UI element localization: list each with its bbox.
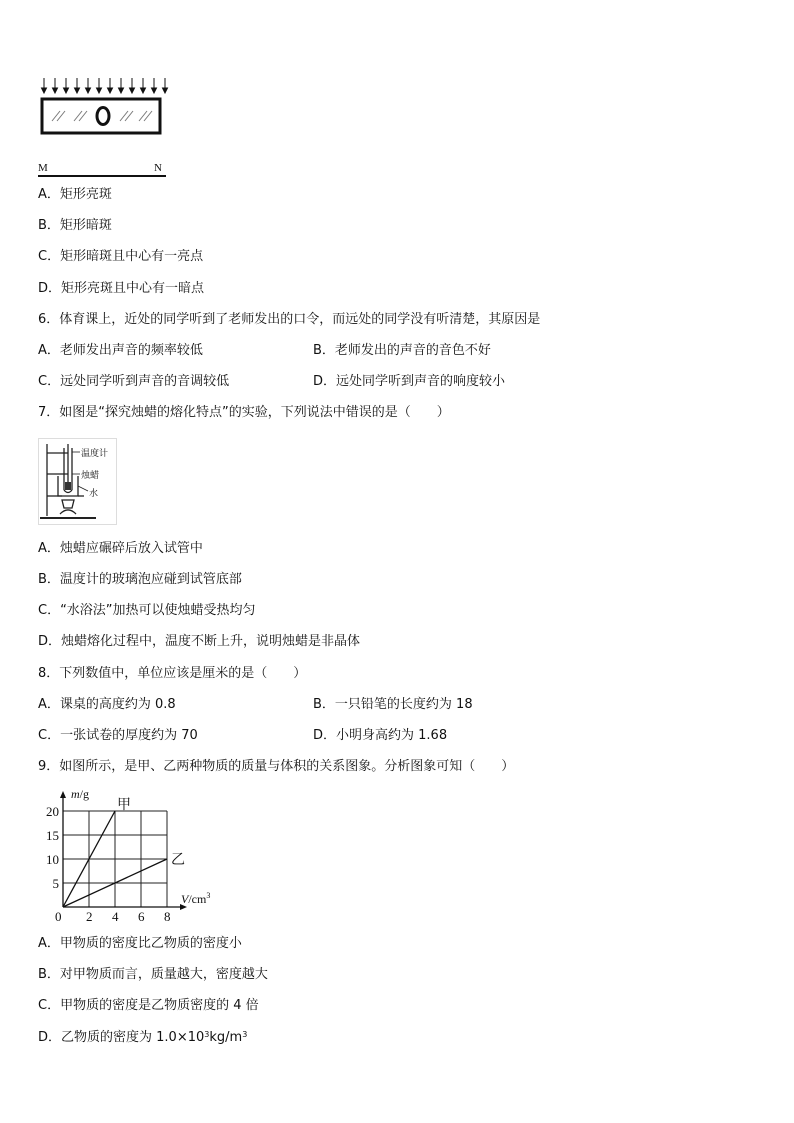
q6-option-c: C．远处同学听到声音的音调较低 (38, 374, 230, 389)
q6-option-d: D．远处同学听到声音的响度较小 (313, 374, 506, 389)
q9-stem: 9．如图所示，是甲、乙两种物质的质量与体积的关系图象。分析图象可知（ ） (38, 759, 515, 774)
q9-option-d-unit: kg/m (209, 1030, 243, 1045)
x-axis-label: $V/cm^3$ (181, 891, 211, 906)
q6-option-a: A．老师发出声音的频率较低 (38, 343, 203, 358)
q9-option-d-exp1: 3 (204, 1030, 210, 1039)
q9-option-b: B．对甲物质而言，质量越大，密度越大 (38, 967, 268, 982)
q9-option-d-prefix: D．乙物质的密度为 1.0×10 (38, 1030, 205, 1045)
y-tick-label: 10 (46, 852, 59, 867)
glass-hatching (52, 111, 152, 121)
label-wax: 烛蜡 (81, 471, 100, 481)
y-tick-label: 15 (46, 828, 59, 843)
light-arrows (42, 78, 168, 93)
q8-option-b: B．一只铅笔的长度约为 18 (313, 697, 473, 712)
x-tick-label: 2 (86, 909, 93, 924)
q9-option-c: C．甲物质的密度是乙物质密度的 4 倍 (38, 998, 259, 1013)
q6-option-b: B．老师发出的声音的音色不好 (313, 343, 491, 358)
q8-option-d: D．小明身高约为 1.68 (313, 728, 448, 743)
q7-option-a: A．烛蜡应碾碎后放入试管中 (38, 541, 203, 556)
x-tick-label: 8 (164, 909, 171, 924)
label-water: 水 (89, 489, 99, 499)
q7-option-b: B．温度计的玻璃泡应碰到试管底部 (38, 572, 242, 587)
q7-stem: 7．如图是“探究烛蜡的熔化特点”的实验，下列说法中错误的是（ ） (38, 405, 450, 420)
series-label-1: 甲 (117, 797, 131, 813)
q8-option-c: C．一张试卷的厚度约为 70 (38, 728, 198, 743)
q5-option-b: B．矩形暗斑 (38, 218, 112, 233)
q5-option-c: C．矩形暗斑且中心有一亮点 (38, 249, 204, 264)
q8-option-a: A．课桌的高度约为 0.8 (38, 697, 176, 712)
q7-option-d: D．烛蜡熔化过程中，温度不断上升，说明烛蜡是非晶体 (38, 634, 361, 649)
series-label-2: 乙 (171, 852, 185, 868)
wax-melting-apparatus (38, 438, 120, 526)
q5-option-a: A．矩形亮斑 (38, 187, 112, 202)
mass-volume-chart (38, 786, 228, 930)
x-tick-label: 4 (112, 909, 119, 924)
light-bubble-figure (36, 76, 176, 178)
q9-option-d (38, 1029, 247, 1047)
q7-option-c: C．“水浴法”加热可以使烛蜡受热均匀 (38, 603, 256, 618)
label-n: N (154, 162, 162, 174)
q6-stem: 6．体育课上，近处的同学听到了老师发出的口令，而远处的同学没有听清楚，其原因是 (38, 312, 541, 327)
label-m: M (38, 162, 48, 174)
y-tick-label: 5 (52, 876, 59, 891)
x-tick-label: 0 (55, 909, 62, 924)
q9-option-d-exp2: 3 (242, 1030, 248, 1039)
y-axis-arrow (60, 791, 66, 798)
y-axis-label: m/g (71, 787, 90, 801)
q5-option-d: D．矩形亮斑且中心有一暗点 (38, 281, 205, 296)
glass-block (42, 99, 160, 133)
q8-stem: 8．下列数值中，单位应该是厘米的是（ ） (38, 666, 307, 681)
label-thermometer: 温度计 (81, 449, 109, 459)
x-tick-label: 6 (138, 909, 145, 924)
y-tick-label: 20 (46, 804, 59, 819)
q9-option-a: A．甲物质的密度比乙物质的密度小 (38, 936, 242, 951)
air-bubble (97, 108, 109, 125)
